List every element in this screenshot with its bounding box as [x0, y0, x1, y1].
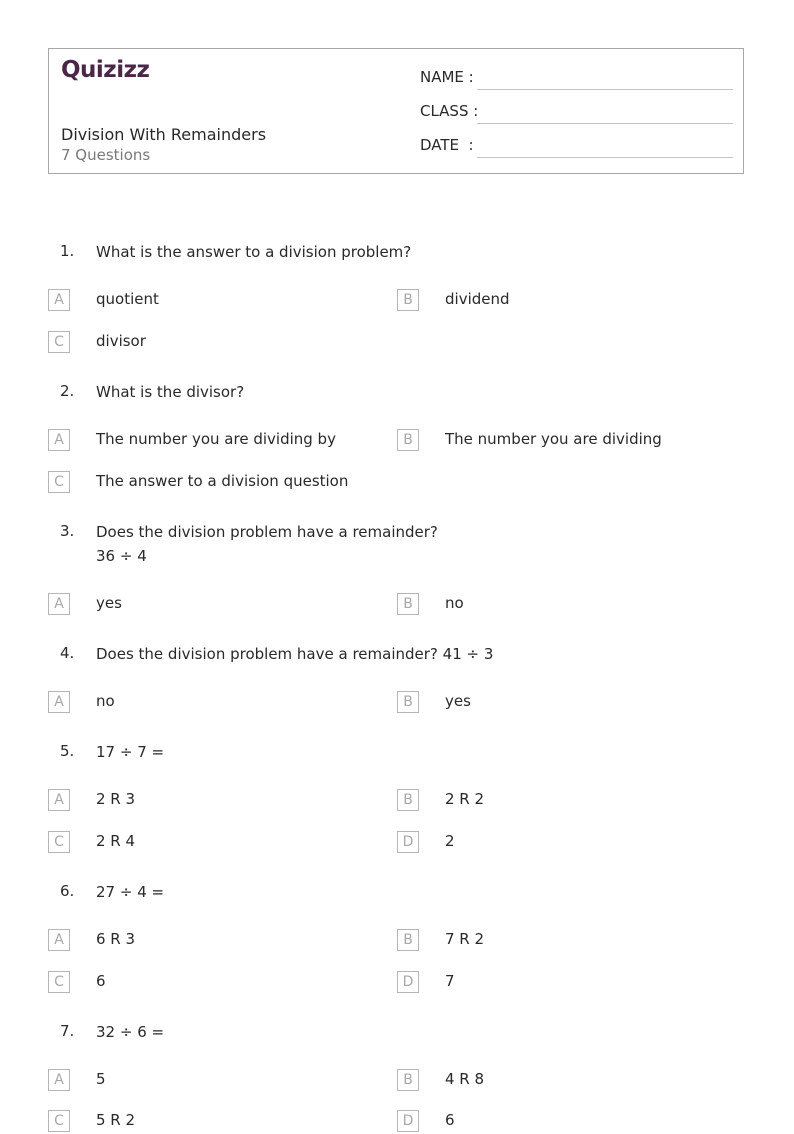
- question-number: 6.: [60, 882, 75, 900]
- option-text: The answer to a division question: [96, 472, 349, 490]
- option-text: no: [96, 692, 115, 710]
- option-letter-box: B: [397, 593, 419, 615]
- option-text: The number you are dividing by: [96, 430, 336, 448]
- option-letter-box: D: [397, 831, 419, 853]
- question-text: 32 ÷ 6 =: [96, 1023, 165, 1041]
- question-number: 3.: [60, 522, 75, 540]
- option-text: 2: [445, 832, 455, 850]
- option-text: 6: [445, 1111, 455, 1129]
- option-letter-box: C: [48, 971, 70, 993]
- option-text: The number you are dividing: [445, 430, 662, 448]
- worksheet-header: [48, 48, 744, 174]
- option-text: yes: [96, 594, 122, 612]
- option-letter-box: B: [397, 929, 419, 951]
- date-label: DATE :: [420, 136, 474, 154]
- name-line[interactable]: [477, 89, 733, 90]
- option-letter-box: A: [48, 429, 70, 451]
- question-number: 1.: [60, 242, 75, 260]
- question-number: 7.: [60, 1022, 75, 1040]
- question-text: 27 ÷ 4 =: [96, 883, 165, 901]
- question-text: Does the division problem have a remainder? 36 ÷ 4: [96, 523, 438, 565]
- option-letter-box: B: [397, 429, 419, 451]
- option-letter-box: D: [397, 971, 419, 993]
- option-letter-box: A: [48, 593, 70, 615]
- option-text: 5 R 2: [96, 1111, 136, 1129]
- question-number: 4.: [60, 644, 75, 662]
- option-text: 7: [445, 972, 455, 990]
- question-count: 7 Questions: [61, 146, 151, 164]
- option-letter-box: A: [48, 289, 70, 311]
- question-text: Does the division problem have a remainder? 41 ÷ 3: [96, 645, 494, 663]
- date-line[interactable]: [477, 157, 733, 158]
- option-letter-box: A: [48, 691, 70, 713]
- option-text: 6: [96, 972, 106, 990]
- option-text: quotient: [96, 290, 159, 308]
- option-letter-box: C: [48, 331, 70, 353]
- option-letter-box: A: [48, 789, 70, 811]
- name-label: NAME :: [420, 68, 474, 86]
- option-letter-box: C: [48, 831, 70, 853]
- quizizz-logo: Quizizz: [61, 57, 150, 83]
- option-text: divisor: [96, 332, 146, 350]
- question-number: 5.: [60, 742, 75, 760]
- option-letter-box: C: [48, 471, 70, 493]
- option-text: no: [445, 594, 464, 612]
- option-text: 2 R 2: [445, 790, 485, 808]
- option-letter-box: A: [48, 929, 70, 951]
- option-letter-box: A: [48, 1069, 70, 1091]
- class-field[interactable]: [420, 100, 733, 124]
- name-field[interactable]: [420, 66, 733, 90]
- option-letter-box: B: [397, 691, 419, 713]
- option-text: 6 R 3: [96, 930, 136, 948]
- question-number: 2.: [60, 382, 75, 400]
- option-text: 2 R 3: [96, 790, 136, 808]
- worksheet-title: Division With Remainders: [61, 125, 267, 144]
- option-text: yes: [445, 692, 471, 710]
- option-letter-box: B: [397, 1069, 419, 1091]
- class-line[interactable]: [477, 123, 733, 124]
- question-text: What is the divisor?: [96, 383, 245, 401]
- option-letter-box: B: [397, 789, 419, 811]
- option-letter-box: D: [397, 1110, 419, 1132]
- question-text: What is the answer to a division problem?: [96, 243, 412, 261]
- option-letter-box: C: [48, 1110, 70, 1132]
- date-field[interactable]: [420, 134, 733, 158]
- question-text: 17 ÷ 7 =: [96, 743, 165, 761]
- option-text: 4 R 8: [445, 1070, 485, 1088]
- option-text: 7 R 2: [445, 930, 485, 948]
- option-letter-box: B: [397, 289, 419, 311]
- option-text: dividend: [445, 290, 510, 308]
- option-text: 5: [96, 1070, 106, 1088]
- option-text: 2 R 4: [96, 832, 136, 850]
- class-label: CLASS :: [420, 102, 479, 120]
